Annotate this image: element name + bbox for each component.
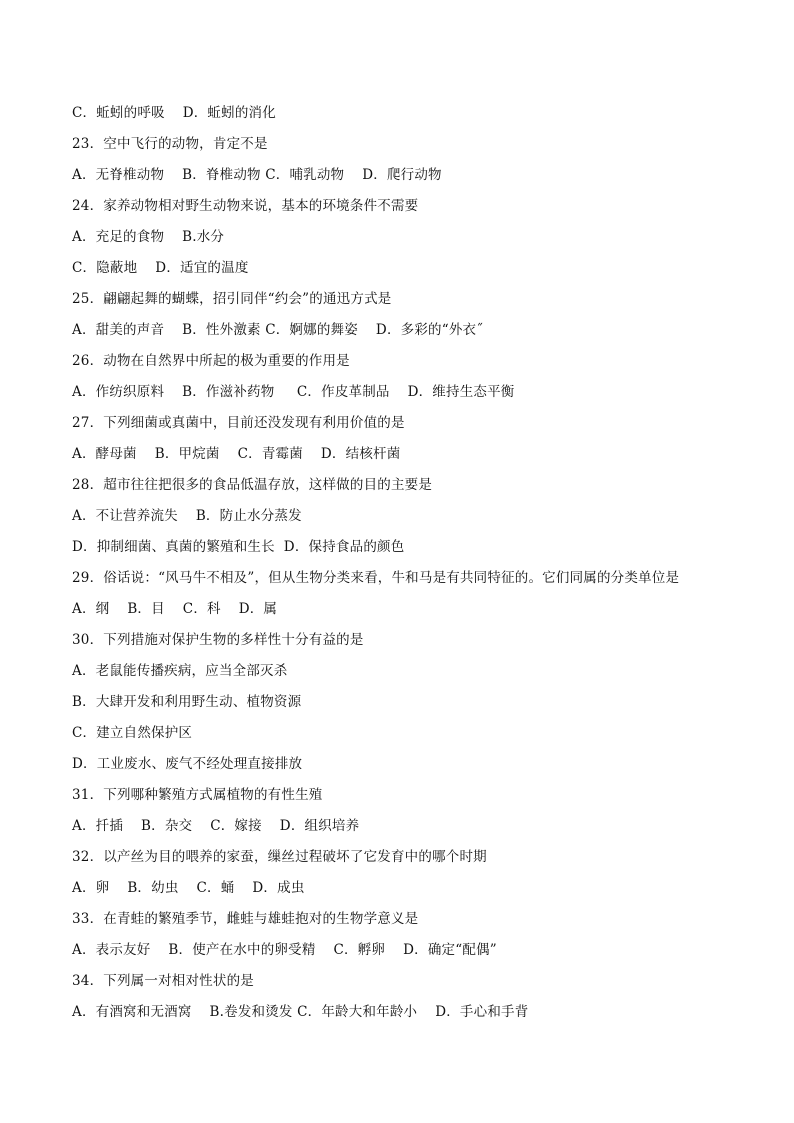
options-31: A．扦插 B．杂交 C．嫁接 D．组织培养	[72, 818, 360, 834]
question-24: 24．家养动物相对野生动物来说，基本的环境条件不需要	[72, 198, 419, 214]
option-30-b: B．大肆开发和利用野生动、植物资源	[72, 694, 302, 710]
question-31: 31．下列哪种繁殖方式属植物的有性生殖	[72, 787, 323, 803]
option-30-c: C．建立自然保护区	[72, 725, 193, 741]
options-24-ab: A．充足的食物 B.水分	[72, 229, 225, 245]
question-25: 25．翩翩起舞的蝴蝶，招引同伴“约会”的通迅方式是	[72, 291, 392, 307]
option-line-c-d: C．蚯蚓的呼吸 D．蚯蚓的消化	[72, 105, 276, 121]
question-30: 30．下列措施对保护生物的多样性十分有益的是	[72, 632, 364, 648]
options-24-cd: C．隐蔽地 D．适宜的温度	[72, 260, 249, 276]
options-32: A．卵 B．幼虫 C．蛹 D．成虫	[72, 880, 305, 896]
option-30-a: A．老鼠能传播疾病，应当全部灭杀	[72, 663, 288, 679]
options-33: A．表示友好 B．使产在水中的卵受精 C．孵卵 D．确定“配偶”	[72, 942, 497, 958]
question-26: 26．动物在自然界中所起的极为重要的作用是	[72, 353, 350, 369]
question-23: 23．空中飞行的动物，肯定不是	[72, 136, 268, 152]
document-page	[72, 100, 762, 1030]
options-28-ab: A．不让营养流失 B．防止水分蒸发	[72, 508, 302, 524]
question-32: 32．以产丝为目的喂养的家蚕，缫丝过程破坏了它发育中的哪个时期	[72, 849, 487, 865]
options-25: A．甜美的声音 B．性外激素 C．婀娜的舞姿 D．多彩的“外衣˝	[72, 322, 484, 338]
option-30-d: D．工业废水、废气不经处理直接排放	[72, 756, 303, 772]
options-26: A．作纺织原料 B．作滋补药物 C．作皮革制品 D．维持生态平衡	[72, 384, 515, 400]
options-27: A．酵母菌 B．甲烷菌 C．青霉菌 D．结核杆菌	[72, 446, 401, 462]
question-29: 29．俗话说：“风马牛不相及”，但从生物分类来看，牛和马是有共同特征的。它们同属的分类单位是	[72, 570, 680, 586]
options-29: A．纲 B．目 C．科 D．属	[72, 601, 278, 617]
options-34: A．有酒窝和无酒窝 B.卷发和烫发 C．年龄大和年龄小 D．手心和手背	[72, 1004, 529, 1020]
question-33: 33．在青蛙的繁殖季节，雌蛙与雄蛙抱对的生物学意义是	[72, 911, 419, 927]
question-28: 28．超市往往把很多的食品低温存放，这样做的目的主要是	[72, 477, 433, 493]
options-23: A．无脊椎动物 B．脊椎动物 C．哺乳动物 D．爬行动物	[72, 167, 442, 183]
options-28-cd: D．抑制细菌、真菌的繁殖和生长 D．保持食品的颜色	[72, 539, 405, 555]
question-34: 34．下列属一对相对性状的是	[72, 973, 254, 989]
question-27: 27．下列细菌或真菌中，目前还没发现有利用价值的是	[72, 415, 405, 431]
